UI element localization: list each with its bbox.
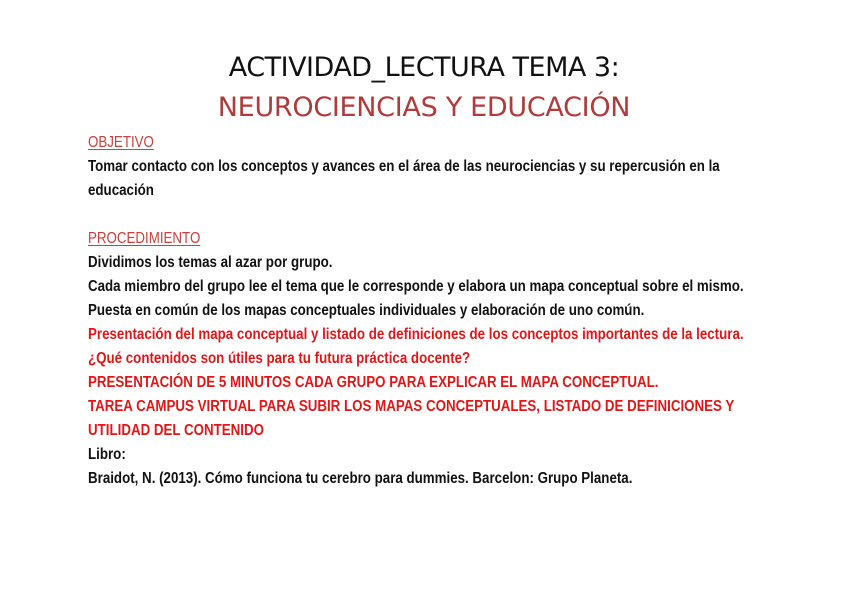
objetivo-text: Tomar contacto con los conceptos y avances en el área de las neurociencias y su repercusión en la educación <box>88 158 720 199</box>
slide-body <box>88 131 744 491</box>
procedimiento-step: Puesta en común de los mapas conceptuales individuales y elaboración de uno común. <box>88 302 645 319</box>
highlight-tarea-campus: TAREA CAMPUS VIRTUAL PARA SUBIR LOS MAPAS CONCEPTUALES, LISTADO DE DEFINICIONES Y UTILIDAD DEL CONTENIDO <box>88 398 735 439</box>
highlight-presentacion: Presentación del mapa conceptual y listado de definiciones de los conceptos importantes de la lectura. ¿Qué contenidos son útiles para tu futura práctica docente? <box>88 326 744 367</box>
objetivo-heading: OBJETIVO <box>88 134 154 151</box>
slide-subtitle: NEUROCIENCIAS Y EDUCACIÓN <box>217 92 631 123</box>
procedimiento-heading: PROCEDIMIENTO <box>88 230 201 247</box>
slide-title: ACTIVIDAD_LECTURA TEMA 3: <box>228 52 620 83</box>
highlight-cinco-minutos: PRESENTACIÓN DE 5 MINUTOS CADA GRUPO PARA EXPLICAR EL MAPA CONCEPTUAL. <box>88 374 659 391</box>
procedimiento-step: Cada miembro del grupo lee el tema que le corresponde y elabora un mapa conceptual sobre el mismo. <box>88 278 744 295</box>
spacer <box>88 203 673 227</box>
libro-label: Libro: <box>88 446 126 463</box>
libro-reference: Braidot, N. (2013). Cómo funciona tu cerebro para dummies. Barcelon: Grupo Planeta. <box>88 470 633 487</box>
procedimiento-step: Dividimos los temas al azar por grupo. <box>88 254 333 271</box>
